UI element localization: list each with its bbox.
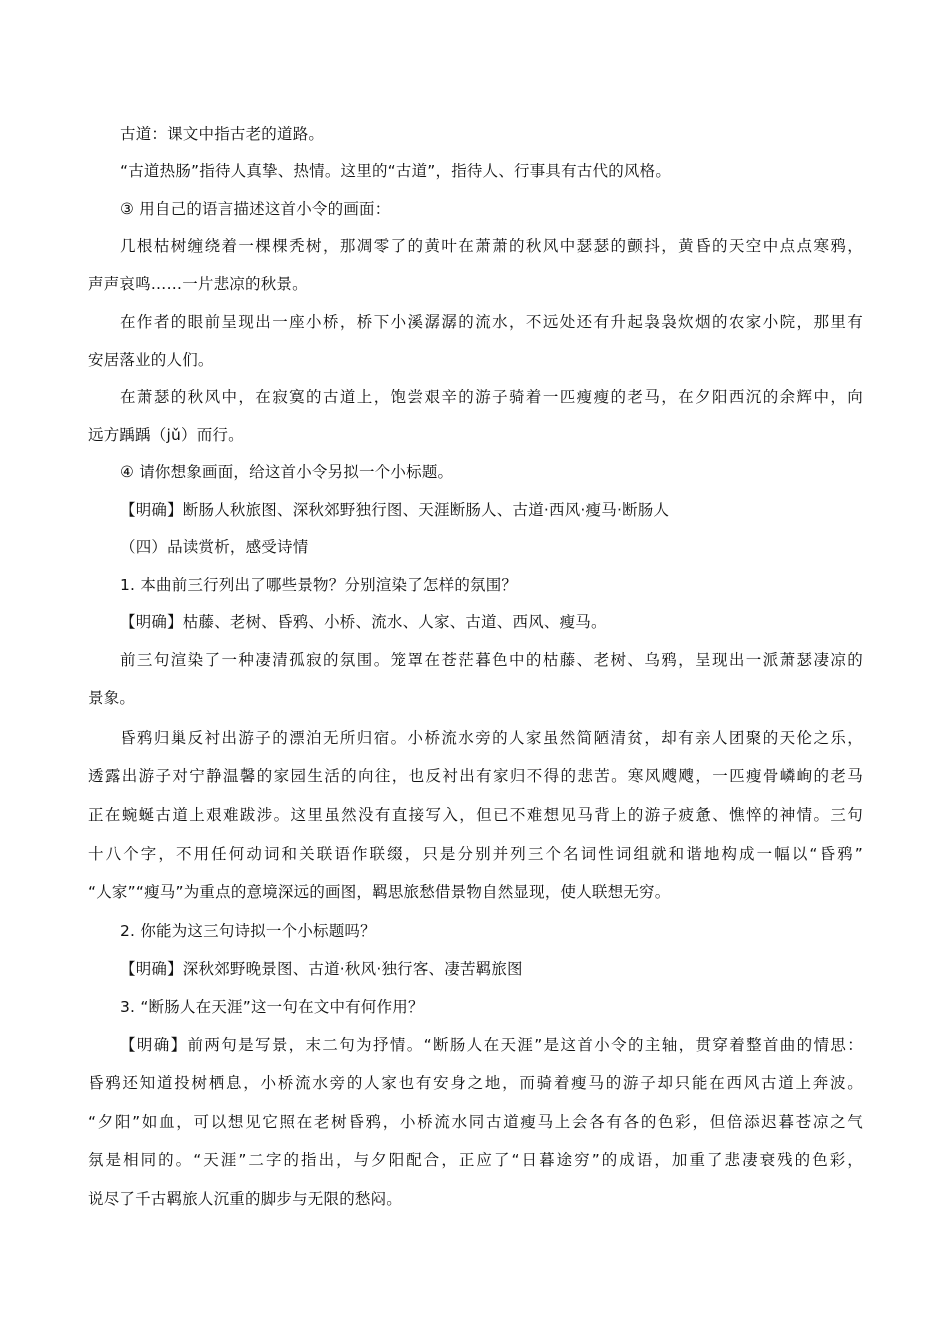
paragraph-analysis-line-1: 昏鸦归巢反衬出游子的漂泊无所归宿。小桥流水旁的人家虽然简陋清贫，却有亲人团聚的天伦之乐， <box>120 729 863 747</box>
paragraph-scene-3-line-1: 在萧瑟的秋风中，在寂寞的古道上，饱尝艰辛的游子骑着一匹瘦瘦的老马，在夕阳西沉的余辉中，向 <box>120 388 863 406</box>
question-1: 1. 本曲前三行列出了哪些景物？分别渲染了怎样的氛围？ <box>120 576 518 594</box>
paragraph-analysis-line-3: 正在蜿蜒古道上艰难跋涉。这里虽然没有直接写入，但已不难想见马背上的游子疲惫、憔悴的神情。三句 <box>88 806 863 824</box>
question-3-describe-scene: ③ 用自己的语言描述这首小令的画面： <box>120 200 391 218</box>
answer-3-line-4: 氛是相同的。“天涯”二字的指出，与夕阳配合，正应了“日暮途穷”的成语，加重了悲凄衰残的色彩， <box>88 1151 863 1169</box>
paragraph-scene-2-line-2: 安居落业的人们。 <box>88 351 214 369</box>
paragraph-gudao-rechang: “古道热肠”指待人真挚、热情。这里的“古道”，指待人、行事具有古代的风格。 <box>120 162 672 180</box>
paragraph-scene-1-line-2: 声声哀鸣……一片悲凉的秋景。 <box>88 275 308 293</box>
question-2: 2. 你能为这三句诗拟一个小标题吗？ <box>120 922 376 940</box>
paragraph-atmosphere-line-2: 景象。 <box>88 689 136 707</box>
paragraph-atmosphere-line-1: 前三句渲染了一种凄清孤寂的氛围。笼罩在苍茫暮色中的枯藤、老树、乌鸦，呈现出一派萧瑟凄凉的 <box>120 651 863 669</box>
answer-3-line-5: 说尽了千古羁旅人沉重的脚步与无限的愁闷。 <box>88 1190 403 1208</box>
paragraph-scene-1-line-1: 几根枯树缠绕着一棵棵秃树，那凋零了的黄叶在萧萧的秋风中瑟瑟的颤抖，黄昏的天空中点点寒鸦， <box>120 237 863 255</box>
section-heading-4: （四）品读赏析，感受诗情 <box>120 538 309 556</box>
answer-3-line-1: 【明确】前两句是写景，末二句为抒情。“断肠人在天涯”是这首小令的主轴，贯穿着整首曲的情思： <box>120 1036 863 1054</box>
answer-2: 【明确】深秋郊野晚景图、古道·秋风·独行客、凄苦羁旅图 <box>120 960 523 978</box>
paragraph-gudao-definition: 古道：课文中指古老的道路。 <box>120 125 325 143</box>
question-3: 3. “断肠人在天涯”这一句在文中有何作用？ <box>120 998 424 1016</box>
paragraph-analysis-line-2: 透露出游子对宁静温馨的家园生活的向往，也反衬出有家归不得的悲苦。寒风飕飕，一匹瘦骨嶙峋的老马 <box>88 767 863 785</box>
question-4-subtitle: ④ 请你想象画面，给这首小令另拟一个小标题。 <box>120 463 454 481</box>
paragraph-analysis-line-5: “人家”“瘦马”为重点的意境深远的画图，羁思旅愁借景物自然显现，使人联想无穷。 <box>88 883 671 901</box>
paragraph-scene-3-line-2: 远方踽踽（jǔ）而行。 <box>88 426 244 444</box>
answer-3-line-2: 昏鸦还知道投树栖息，小桥流水旁的人家也有安身之地，而骑着瘦马的游子却只能在西风古道上奔波。 <box>88 1074 863 1092</box>
answer-3-line-3: “夕阳”如血，可以想见它照在老树昏鸦，小桥流水同古道瘦马上会各有各的色彩，但倍添迟暮苍凉之气 <box>88 1113 863 1131</box>
paragraph-scene-2-line-1: 在作者的眼前呈现出一座小桥，桥下小溪潺潺的流水，不远处还有升起袅袅炊烟的农家小院，那里有 <box>120 313 863 331</box>
answer-1: 【明确】枯藤、老树、昏鸦、小桥、流水、人家、古道、西风、瘦马。 <box>120 613 607 631</box>
paragraph-analysis-line-4: 十八个字，不用任何动词和关联语作联缀，只是分别并列三个名词性词组就和谐地构成一幅以“昏鸦” <box>88 845 863 863</box>
answer-4: 【明确】断肠人秋旅图、深秋郊野独行图、天涯断肠人、古道·西风·瘦马·断肠人 <box>120 501 670 519</box>
